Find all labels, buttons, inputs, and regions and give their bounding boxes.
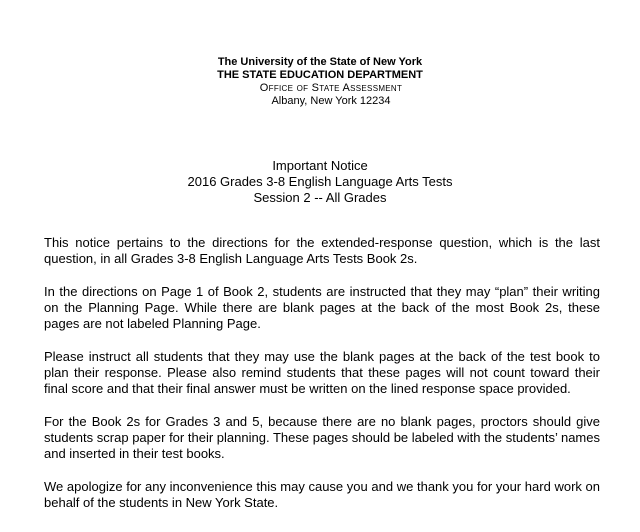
paragraph-instructions: Please instruct all students that they may use the blank pages at the back of the test book to plan their response. Please also remind students that these pages will not count toward their final score and that their final answer must be written on the lined response space provided. [44,349,600,396]
paragraph-apology: We apologize for any inconvenience this may cause you and we thank you for your hard work on behalf of the students in New York State. [44,479,600,510]
notice-heading: Important Notice [272,158,368,173]
office-address: Albany, New York 12234 [271,95,391,107]
department-name: THE STATE EDUCATION DEPARTMENT [217,69,423,81]
notice-body [44,235,600,528]
notice-session: Session 2 -- All Grades [253,190,387,205]
letterhead [0,56,640,108]
notice-header [0,158,640,206]
paragraph-directions: In the directions on Page 1 of Book 2, students are instructed that they may “plan” their writing on the Planning Page. While there are blank pages at the back of the most Book 2s, these pages are not labeled Planning Page. [44,284,600,331]
university-name: The University of the State of New York [217,56,423,68]
paragraph-purpose: This notice pertains to the directions for the extended-response question, which is the last question, in all Grades 3-8 English Language Arts Tests Book 2s. [44,235,600,266]
paragraph-grades-3-5: For the Book 2s for Grades 3 and 5, because there are no blank pages, proctors should give students scrap paper for their planning. These pages should be labeled with the students’ names and inserted in their test books. [44,414,600,461]
notice-subject: 2016 Grades 3-8 English Language Arts Tests [187,174,453,189]
office-name: Office of State Assessment [259,82,403,94]
